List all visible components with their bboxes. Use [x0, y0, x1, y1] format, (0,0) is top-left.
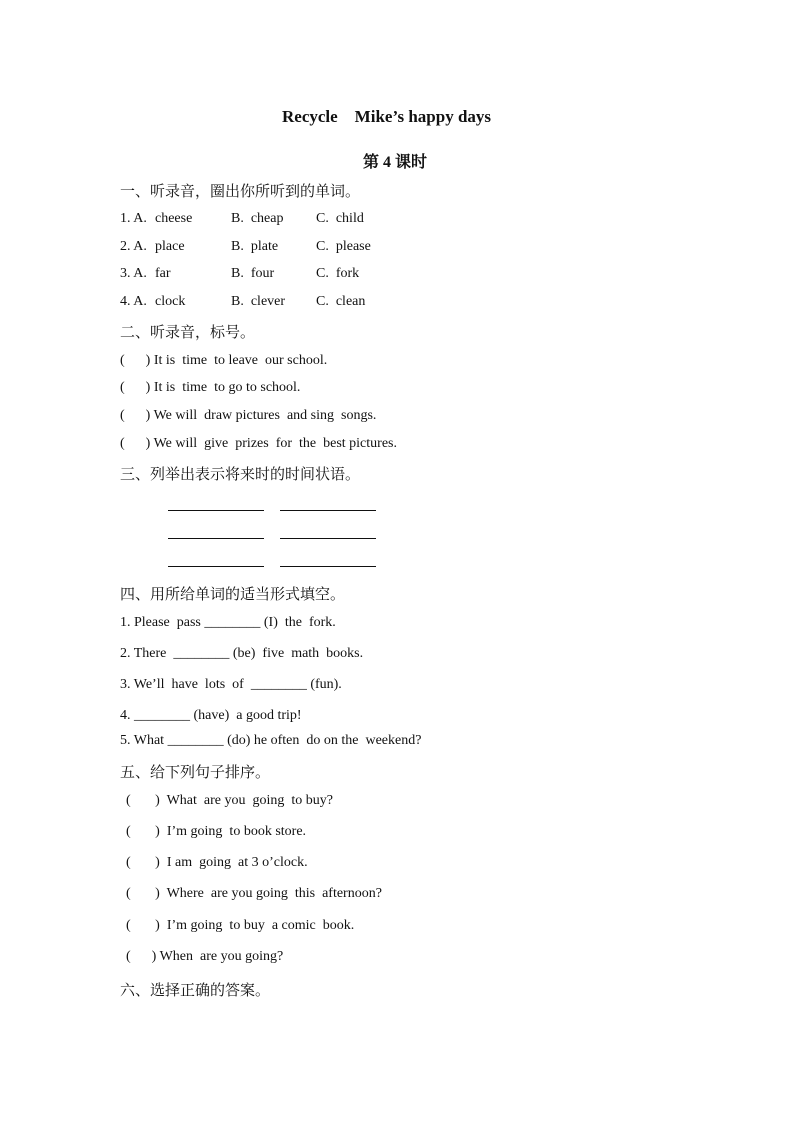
- numbering-item: ( ) We will give prizes for the best pictures.: [120, 436, 397, 451]
- section6-heading: 六、选择正确的答案。: [120, 981, 271, 999]
- answer-line: [168, 510, 264, 511]
- ordering-item: ( ) I’m going to buy a comic book.: [126, 918, 355, 933]
- fill-blank-item: 2. There ________ (be) five math books.: [120, 646, 364, 661]
- section5-heading: 五、给下列句子排序。: [120, 763, 271, 781]
- lesson-number: 第 4 课时: [363, 154, 428, 171]
- word-choice-row: [120, 294, 520, 314]
- option-b: B. cheap: [231, 211, 284, 226]
- ordering-item: ( ) I am going at 3 o’clock.: [126, 855, 308, 870]
- section1-heading: 一、听录音，圈出你所听到的单词。: [120, 182, 361, 200]
- option-a: cheese: [155, 211, 193, 226]
- worksheet-title: Recycle Mike’s happy days: [282, 107, 492, 126]
- row-number: 1. A.: [120, 211, 147, 226]
- ordering-item: ( ) What are you going to buy?: [126, 793, 333, 808]
- answer-line: [168, 538, 264, 539]
- row-number: 2. A.: [120, 239, 147, 254]
- ordering-item: ( ) Where are you going this afternoon?: [126, 886, 382, 901]
- option-c: C. please: [316, 239, 371, 254]
- option-b: B. plate: [231, 239, 279, 254]
- numbering-item: ( ) It is time to leave our school.: [120, 353, 328, 368]
- fill-blank-item: 3. We’ll have lots of ________ (fun).: [120, 677, 342, 692]
- option-c: C. child: [316, 211, 364, 226]
- option-c: C. fork: [316, 266, 360, 281]
- ordering-item: ( ) I’m going to book store.: [126, 824, 307, 839]
- option-c: C. clean: [316, 294, 366, 309]
- answer-line: [168, 566, 264, 567]
- section2-heading: 二、听录音，标号。: [120, 323, 256, 341]
- option-b: B. four: [231, 266, 275, 281]
- row-number: 4. A.: [120, 294, 147, 309]
- row-number: 3. A.: [120, 266, 147, 281]
- option-a: far: [155, 266, 171, 281]
- fill-blank-item: 5. What ________ (do) he often do on the weekend?: [120, 733, 422, 748]
- ordering-item: ( ) When are you going?: [126, 949, 284, 964]
- option-a: clock: [155, 294, 186, 309]
- numbering-item: ( ) We will draw pictures and sing songs.: [120, 408, 377, 423]
- fill-blank-item: 4. ________ (have) a good trip!: [120, 708, 302, 723]
- numbering-item: ( ) It is time to go to school.: [120, 380, 301, 395]
- answer-line: [280, 566, 376, 567]
- answer-line: [280, 510, 376, 511]
- section4-heading: 四、用所给单词的适当形式填空。: [120, 585, 346, 603]
- word-choice-row: [120, 266, 520, 286]
- option-a: place: [155, 239, 185, 254]
- answer-line: [280, 538, 376, 539]
- fill-blank-item: 1. Please pass ________ (I) the fork.: [120, 615, 336, 630]
- word-choice-row: [120, 211, 520, 231]
- word-choice-row: [120, 239, 520, 259]
- option-b: B. clever: [231, 294, 286, 309]
- section3-heading: 三、列举出表示将来时的时间状语。: [120, 465, 361, 483]
